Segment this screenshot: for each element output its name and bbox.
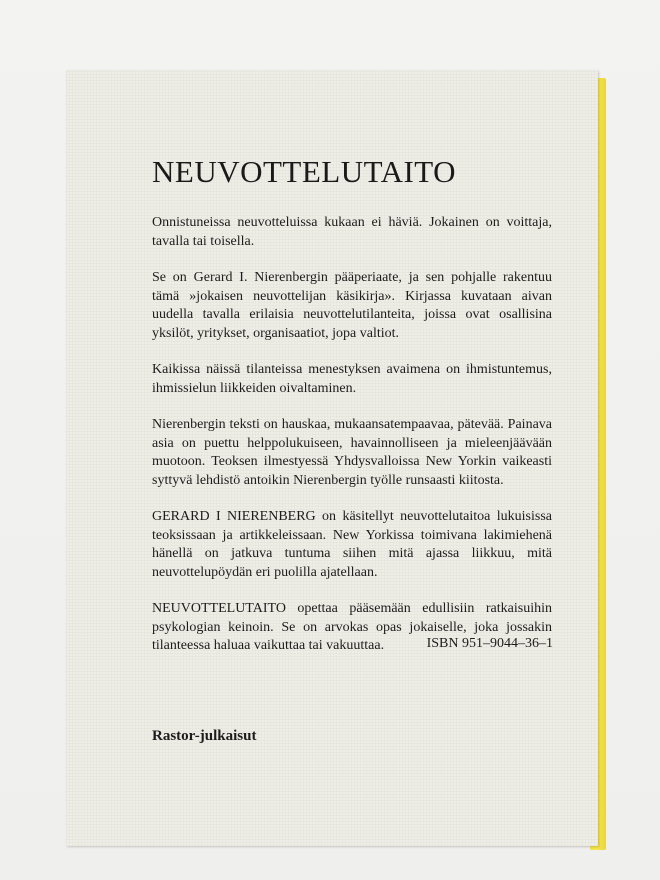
blurb-paragraph-2: Se on Gerard I. Nierenbergin pääperiaate, ja sen pohjalle rakentuu tämä »jokaisen neuvottelijan käsikirja». Kirjassa kuvataan aivan uudella tavalla erilaisia neuvottelutilanteita, joissa ovat osallisina yksilöt, yritykset, organisaatiot, jopa valtiot. xyxy=(152,270,552,341)
blurb-paragraph-1: Onnistuneissa neuvotteluissa kukaan ei häviä. Jokainen on voittaja, tavalla tai toisella. xyxy=(152,215,552,249)
publisher-name: Rastor-julkaisut xyxy=(152,728,257,744)
blurb-paragraph-4: Nierenbergin teksti on hauskaa, mukaansatempaavaa, pätevää. Painava asia on puettu helppolukuiseen, havainnolliseen ja mieleenjäävään muotoon. Teoksen ilmestyessä Yhdysvalloissa New Yorkin vaikeasti syttyvä lehdistö antoikin Nierenbergin työlle runsaasti kiitosta. xyxy=(152,417,552,488)
book-back-cover xyxy=(66,70,598,846)
blurb-text xyxy=(152,214,552,674)
blurb-paragraph-6: NEUVOTTELUTAITO opettaa pääsemään edullisiin ratkaisuihin psykologian keinoin. Se on arvokas opas jokaiselle, joka jossakin tilanteessa haluaa vaikuttaa tai vakuuttaa. xyxy=(152,601,552,653)
blurb-paragraph-5: GERARD I NIERENBERG on käsitellyt neuvottelutaitoa lukuisissa teoksissaan ja artikkeleissaan. New Yorkissa toimivana lakimiehenä hänellä on jatkuva tuntuma siihen mitä ajassa liikkuu, mitä neuvottelupöydän eri puolilla ajatellaan. xyxy=(152,509,552,580)
blurb-paragraph-3: Kaikissa näissä tilanteissa menestyksen avaimena on ihmistuntemus, ihmissielun liikkeiden oivaltaminen. xyxy=(152,362,552,396)
book-title: NEUVOTTELUTAITO xyxy=(152,154,457,189)
isbn-number: ISBN 951–9044–36–1 xyxy=(426,636,553,651)
